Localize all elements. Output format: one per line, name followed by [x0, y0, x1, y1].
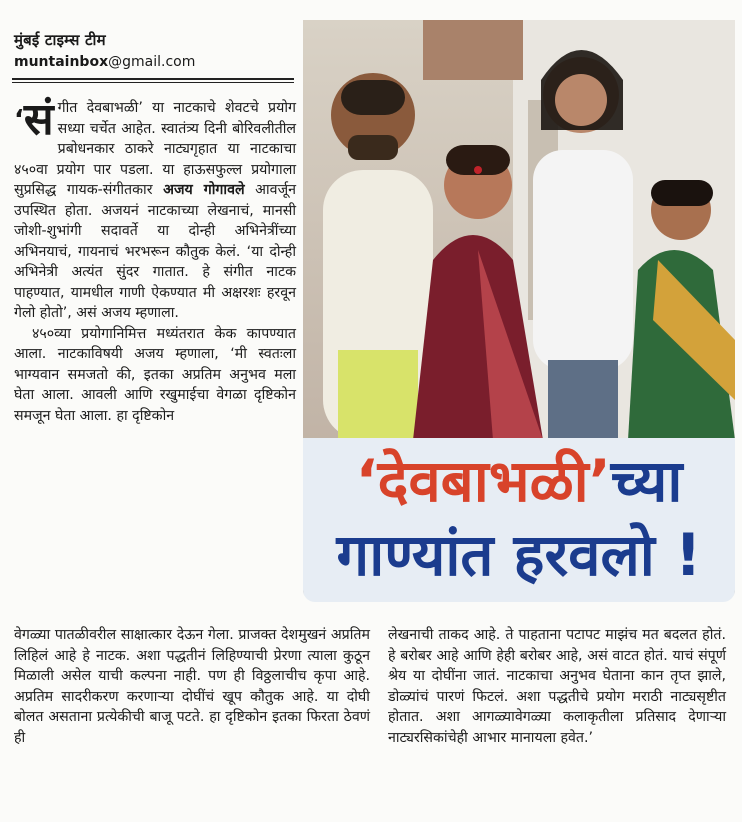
headline-quote-close: ’ — [588, 447, 611, 515]
headline-box — [303, 438, 735, 602]
drop-cap-quote: ‘ — [14, 105, 24, 135]
paragraph-2 — [14, 324, 296, 427]
byline-email — [14, 54, 195, 70]
article-column-3 — [388, 625, 726, 748]
paragraph-1-text: गीत देवबाभळी’ या नाटकाचे शेवटचे प्रयोग सध्या चर्चेत आहेत. स्वातंत्र्य दिनी बोरिवलीतील प्रबोधनकार ठाकरे नाट्यगृहात या नाटकाचा ४५०वा प्रयोग पार पडला. या हाऊसफुल्ल प्रयोगाला सुप्रसिद्ध गायक-संगीतकार — [14, 100, 296, 198]
headline-quote-open: ‘ — [355, 447, 378, 515]
highlighted-name: अजय गोगावले — [163, 182, 245, 198]
column-3-text: लेखनाची ताकद आहे. ते पाहताना पटापट माझंच मत बदलत होतं. हे बरोबर आहे आणि हेही बरोबर आहे, असं वाटत होतं. याचं संपूर्ण श्रेय या दोघींना जातं. नाटकाचा अनुभव घेताना कान तृप्त झाले, डोळ्यांचं पारणं फिटलं. अशा पद्धतीचे प्रयोग मराठी नाट्यसृष्टीत होतात. अशा आगळ्यावेगळ्या कलाकृतीला प्रतिसाद देणाऱ्या नाट्यरसिकांचेही आभार मानायला हवेत.’ — [388, 627, 726, 746]
email-domain: @gmail.com — [108, 54, 196, 70]
headline-suffix: च्या — [610, 447, 683, 515]
drop-cap-letter: सं — [23, 94, 54, 145]
article-column-2 — [14, 625, 370, 748]
column-2-text: वेगळ्या पातळीवरील साक्षात्कार देऊन गेला. प्राजक्त देशमुखनं अप्रतिम लिहिलं आहे हे नाटक. अशा पद्धतीनं लिहिण्याची प्रेरणा त्याला कुठून मिळाली असेल याची कल्पना नाही. पण ही विठ्ठलाचीच कृपा आहे. अप्रतिम सादरीकरण करणाऱ्या दोघींचं खूप कौतुक आहे. या दोघी बोलत असताना प्रत्येकीची बाजू पटते. हा दृष्टिकोन इतका फिरता ठेवणं ही — [14, 627, 370, 746]
paragraph-2-text: ४५०व्या प्रयोगानिमित्त मध्यंतरात केक कापण्यात आला. नाटकाविषयी अजय म्हणाला, ‘मी स्वतःला भाग्यवान समजतो की, इतका अप्रतिम अनुभव मला घेता आला. आवली आणि रखुमाईचा वेगळा दृष्टिकोन समजून घेता आला. हा दृष्टिकोन — [14, 325, 296, 424]
headline-title: देवबाभळी — [377, 447, 589, 515]
paragraph-1 — [14, 94, 296, 324]
email-user: muntainbox — [14, 54, 109, 70]
article-column-1 — [14, 94, 296, 426]
headline-line-2: गाण्यांत हरवलो ! — [336, 521, 702, 589]
headline-line-1 — [303, 444, 735, 518]
divider-rule — [12, 78, 294, 80]
paragraph-1-continued: आवर्जून उपस्थित होता. अजयनं नाटकाच्या लेखनाचं, मानसी जोशी-शुभांगी सदावर्ते या दोन्ही अभिनेत्रींच्या अभिनयाचं, गायनाचं भरभरून कौतुक केलं. ‘या दोन्ही अभिनेत्री अत्यंत सुंदर गातात. हे संगीत नाटक पाहण्यात, यामधील गाणी ऐकण्यात मी अक्षरशः हरवून गेलो होतो’, असं अजय म्हणाला. — [14, 182, 296, 321]
byline-author: मुंबई टाइम्स टीम — [14, 31, 106, 49]
divider-rule-thin — [12, 82, 294, 83]
drop-cap — [14, 94, 58, 145]
person-man-right — [533, 50, 633, 440]
